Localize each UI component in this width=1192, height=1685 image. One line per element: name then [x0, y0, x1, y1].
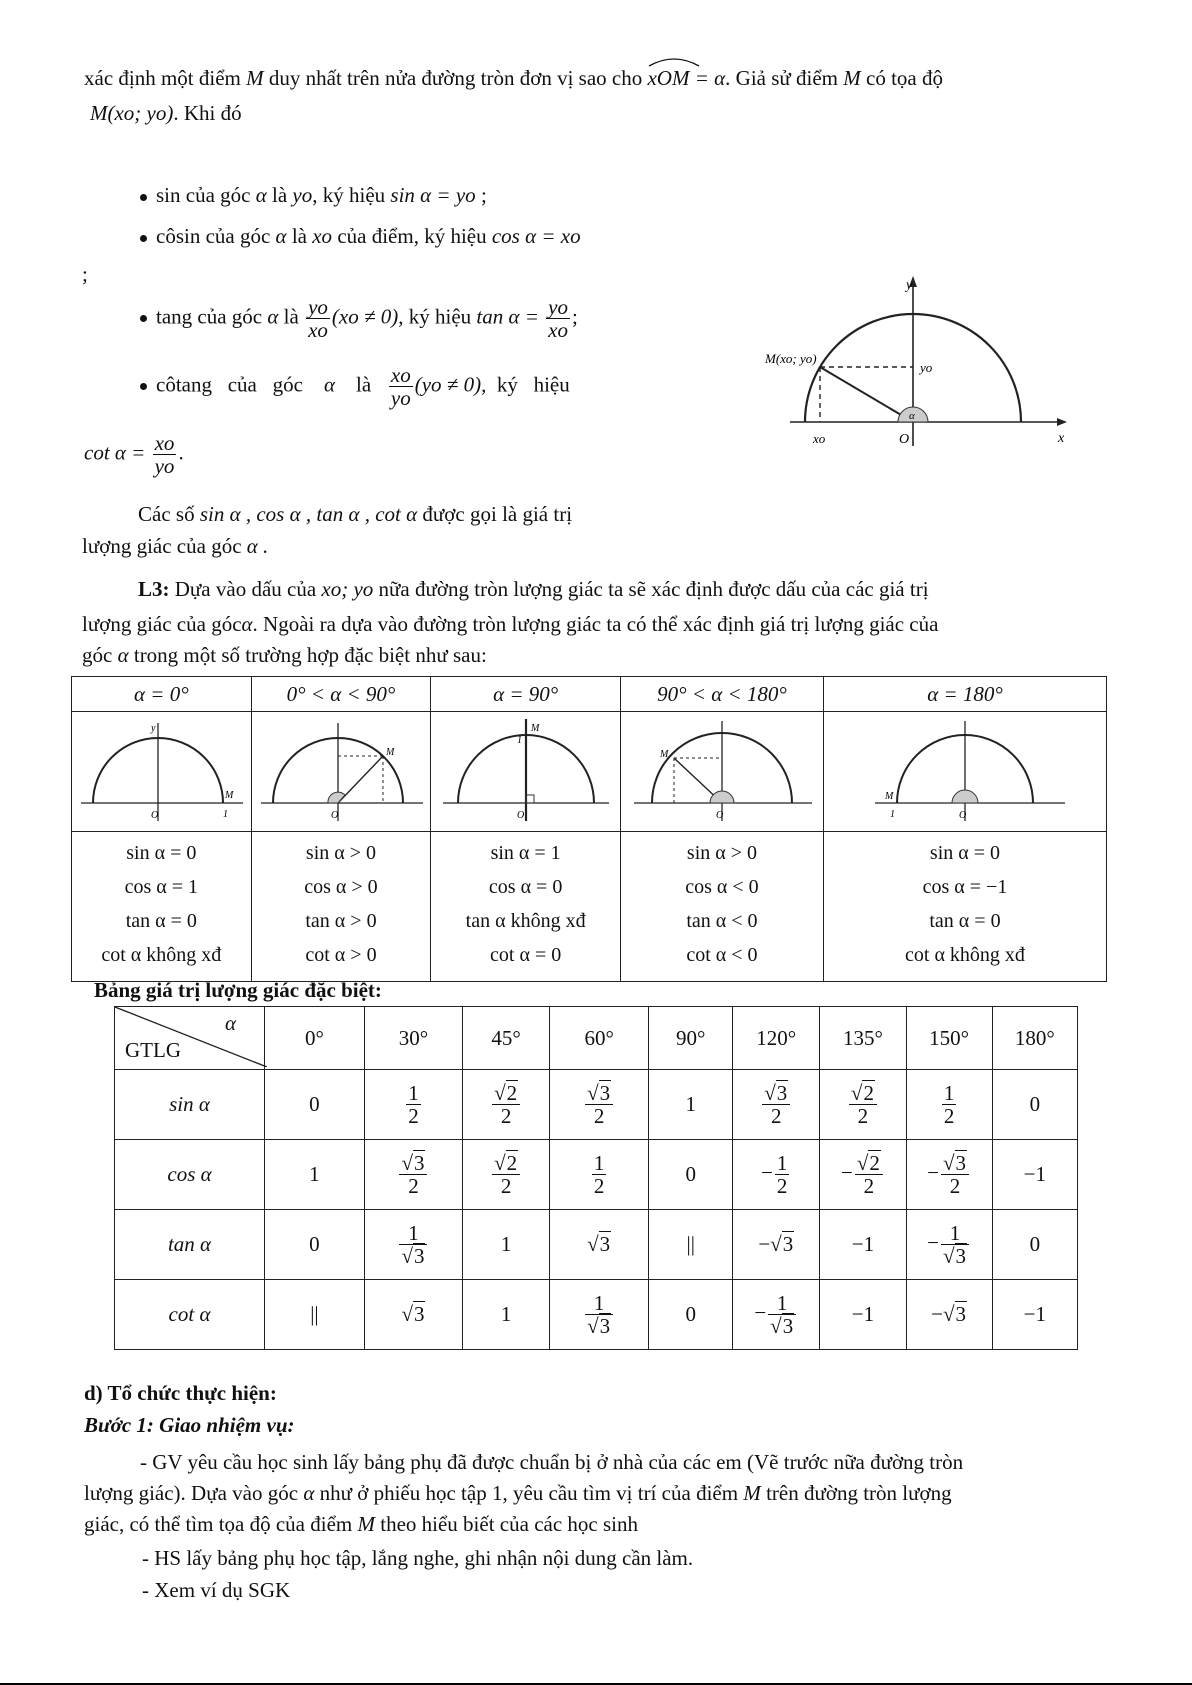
case-header: α = 0°	[72, 677, 252, 712]
svg-text:y: y	[151, 722, 156, 734]
step-1-line-5: - Xem ví dụ SGK	[142, 1578, 291, 1602]
value-cell: − $\frac{1}{√3}$	[733, 1280, 820, 1350]
value-cell: 0	[649, 1140, 733, 1210]
case-values: sin α = 0 cos α = 1 tan α = 0 cot α không xđ	[72, 832, 252, 982]
svg-text:α: α	[909, 410, 915, 422]
svg-text:M: M	[659, 748, 669, 760]
value-cell: 0	[265, 1210, 365, 1280]
corner-cell: α GTLG	[115, 1007, 265, 1070]
semicircle-180-deg-icon	[825, 713, 1105, 825]
value-cell: 1	[463, 1280, 550, 1350]
function-name-cell: tan α	[115, 1210, 265, 1280]
value-cell: √3	[550, 1210, 649, 1280]
angle-header: 120°	[733, 1007, 820, 1070]
intro-line-1: xác định một điểm M duy nhất trên nửa đường tròn đơn vị sao cho xOM = α. Giả sử điểm M có tọa độ	[84, 66, 943, 91]
function-name-cell: sin α	[115, 1070, 265, 1140]
angle-header: 60°	[550, 1007, 649, 1070]
value-cell: $\frac{1}{2}$	[550, 1140, 649, 1210]
bullet-icon	[140, 315, 147, 322]
step-1-line-2: lượng giác). Dựa vào góc α như ở phiếu học tập 1, yêu cầu tìm vị trí của điểm M trên đường tròn lượng	[84, 1481, 952, 1505]
case-values: sin α > 0 cos α < 0 tan α < 0 cot α < 0	[620, 832, 823, 982]
svg-text:O: O	[715, 809, 724, 821]
step-1-title: Bước 1: Giao nhiệm vụ:	[84, 1413, 295, 1437]
bullet-cot: côtang của góc α là $\frac{xo}{yo}$ (yo ≠ 0), ký hiệu	[140, 364, 570, 409]
function-name-cell: cos α	[115, 1140, 265, 1210]
stray-semicolon: ;	[82, 262, 88, 286]
function-name-cell: cot α	[115, 1280, 265, 1350]
angles-header-row	[115, 1007, 1078, 1070]
bullet-icon	[140, 235, 147, 242]
case-values: sin α = 0 cos α = −1 tan α = 0 cot α không xđ	[823, 832, 1106, 982]
value-cell: 1	[649, 1070, 733, 1140]
values-line-2: lượng giác của góc α .	[82, 534, 269, 558]
value-cell: 0	[265, 1070, 365, 1140]
value-cell: $\frac{√2}{2}$	[463, 1070, 550, 1140]
svg-text:y: y	[906, 278, 913, 293]
l3-line-2: lượng giác của gócα. Ngoài ra dựa vào đường tròn lượng giác ta có thể xác định giá trị lượng giác của	[82, 612, 939, 636]
value-cell: − $\frac{1}{2}$	[733, 1140, 820, 1210]
bullet-tan: tang của góc α là $\frac{yo}{xo}$ (xo ≠ 0), ký hiệu tan α = $\frac{yo}{xo}$ ;	[140, 296, 578, 341]
case-figure	[72, 712, 252, 832]
angle-header: 135°	[820, 1007, 906, 1070]
angle-header: 90°	[649, 1007, 733, 1070]
special-table-title: Bảng giá trị lượng giác đặc biệt:	[94, 978, 382, 1002]
svg-text:1: 1	[223, 808, 229, 820]
svg-text:x: x	[1058, 431, 1065, 446]
value-cell: 0	[992, 1070, 1077, 1140]
value-cell: 1	[463, 1210, 550, 1280]
value-cell: −1	[820, 1210, 906, 1280]
value-cell: √3	[364, 1280, 462, 1350]
step-1-line-1: - GV yêu cầu học sinh lấy bảng phụ đã được chuẩn bị ở nhà của các em (Vẽ trước nữa đường tròn	[140, 1450, 964, 1474]
svg-text:O: O	[151, 809, 159, 821]
table-row	[115, 1070, 1078, 1140]
svg-text:1: 1	[516, 734, 522, 746]
svg-text:M(xo; yo): M(xo; yo)	[765, 351, 817, 366]
value-cell: $\frac{√3}{2}$	[733, 1070, 820, 1140]
table-row	[115, 1140, 1078, 1210]
value-cell: $\frac{√2}{2}$	[463, 1140, 550, 1210]
semicircle-90-deg-icon	[433, 713, 619, 825]
svg-text:1: 1	[889, 808, 895, 820]
table-row	[115, 1280, 1078, 1350]
case-header: 90° < α < 180°	[620, 677, 823, 712]
svg-text:yo: yo	[920, 360, 933, 375]
value-cell: $\frac{1}{√3}$	[364, 1210, 462, 1280]
value-cell: − $\frac{√2}{2}$	[820, 1140, 906, 1210]
arc-hat-icon	[647, 56, 701, 68]
step-1-line-4: - HS lấy bảng phụ học tập, lắng nghe, ghi nhận nội dung cần làm.	[142, 1546, 694, 1570]
case-figure	[251, 712, 431, 832]
svg-text:O: O	[330, 809, 339, 821]
angle-header: 30°	[364, 1007, 462, 1070]
svg-text:xo: xo	[813, 431, 826, 446]
value-cell: $\frac{1}{2}$	[364, 1070, 462, 1140]
values-line-1: Các số sin α , cos α , tan α , cot α được gọi là giá trị	[138, 502, 573, 526]
case-header: α = 180°	[823, 677, 1106, 712]
tan-formula-fraction: $\frac{yo}{xo}$	[548, 295, 568, 343]
value-cell: − $\frac{1}{√3}$	[906, 1210, 992, 1280]
bullet-sin: sin của góc α là yo, ký hiệu sin α = yo ;	[140, 183, 487, 208]
bullet-cos: côsin của góc α là xo của điểm, ký hiệu cos α = xo	[140, 224, 581, 249]
semicircle-acute-icon	[253, 713, 429, 825]
value-cell: −1	[992, 1280, 1077, 1350]
svg-text:M: M	[225, 789, 234, 801]
l3-line-3: góc α trong một số trường hợp đặc biệt như sau:	[82, 643, 487, 667]
semicircle-obtuse-icon	[622, 713, 822, 825]
value-cell: −1	[992, 1140, 1077, 1210]
tan-fraction: $\frac{yo}{xo}$	[308, 295, 328, 343]
semicircle-0-deg-icon	[73, 713, 249, 825]
value-cell: −√3	[906, 1280, 992, 1350]
angle-header: 45°	[463, 1007, 550, 1070]
angle-header: 180°	[992, 1007, 1077, 1070]
value-cell: $\frac{1}{2}$	[906, 1070, 992, 1140]
case-values: sin α > 0 cos α > 0 tan α > 0 cot α > 0	[251, 832, 431, 982]
step-1-line-3: giác, có thể tìm tọa độ của điểm M theo hiểu biết của các học sinh	[84, 1512, 638, 1536]
special-values-table	[114, 1006, 1078, 1350]
value-cell: $\frac{√2}{2}$	[820, 1070, 906, 1140]
value-cell: −√3	[733, 1210, 820, 1280]
value-cell: 0	[649, 1280, 733, 1350]
value-cell: −1	[820, 1280, 906, 1350]
svg-text:M: M	[530, 722, 539, 734]
l3-line-1: L3: Dựa vào dấu của xo; yo nữa đường tròn lượng giác ta sẽ xác định được dấu của các giá trị	[138, 577, 929, 601]
case-figure	[431, 712, 621, 832]
case-values: sin α = 1 cos α = 0 tan α không xđ cot α = 0	[431, 832, 621, 982]
case-header: α = 90°	[431, 677, 621, 712]
svg-text:O: O	[516, 809, 524, 821]
intro-line-2: M(xo; yo). Khi đó	[90, 101, 242, 125]
value-cell: 0	[992, 1210, 1077, 1280]
svg-text:M: M	[385, 746, 395, 758]
cases-header-row	[72, 677, 1107, 712]
svg-text:O: O	[899, 432, 910, 447]
case-figure	[620, 712, 823, 832]
value-cell: $\frac{1}{√3}$	[550, 1280, 649, 1350]
value-cell: − $\frac{√3}{2}$	[906, 1140, 992, 1210]
cases-values-row	[72, 832, 1107, 982]
angle-header: 150°	[906, 1007, 992, 1070]
cases-figure-row	[72, 712, 1107, 832]
table-row	[115, 1210, 1078, 1280]
value-cell: $\frac{√3}{2}$	[364, 1140, 462, 1210]
angle-xom: xOM	[647, 66, 689, 90]
value-cell: ||	[649, 1210, 733, 1280]
angle-header: 0°	[265, 1007, 365, 1070]
case-header: 0° < α < 90°	[251, 677, 431, 712]
svg-text:M: M	[884, 790, 894, 802]
value-cell: $\frac{√3}{2}$	[550, 1070, 649, 1140]
bullet-icon	[140, 383, 147, 390]
section-d-title: d) Tổ chức thực hiện:	[84, 1381, 277, 1405]
value-cell: 1	[265, 1140, 365, 1210]
cot-fraction: $\frac{xo}{yo}$	[390, 363, 411, 411]
value-cell: ||	[265, 1280, 365, 1350]
case-figure	[823, 712, 1106, 832]
cot-formula: cot α = $\frac{xo}{yo}$ .	[84, 431, 184, 479]
bullet-icon	[140, 194, 147, 201]
unit-semicircle-diagram	[760, 268, 1090, 458]
special-cases-table	[71, 676, 1107, 982]
svg-text:O: O	[958, 809, 967, 821]
